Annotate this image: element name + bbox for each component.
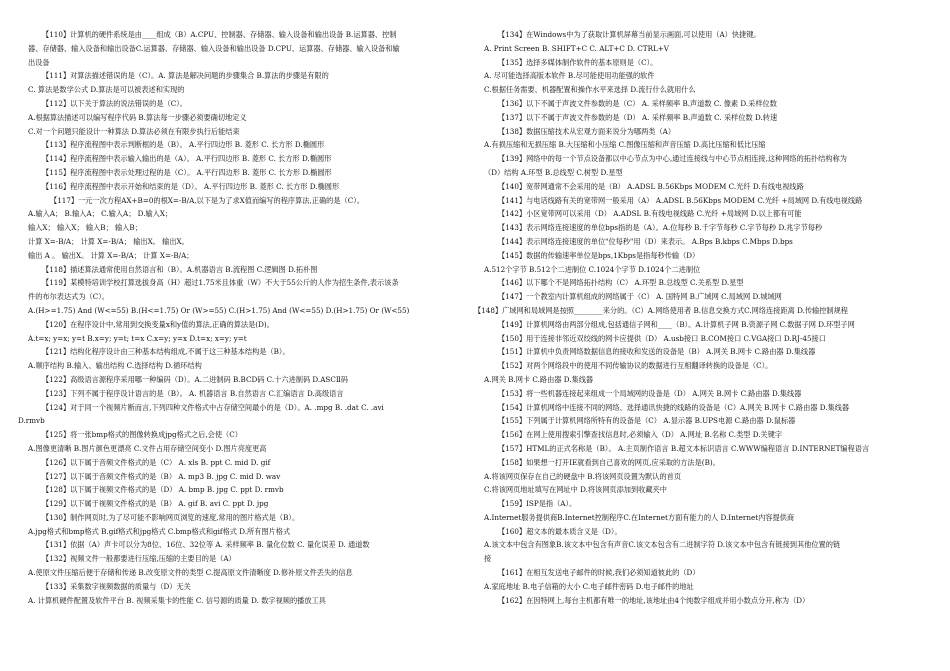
question-text-line: 【116】程序流程图中表示开始和结束的是（D）。 A.平行四边形 B. 菱形 C. 长方形 D.椭圆形 (42, 181, 340, 191)
question-text-line: 【124】对于同一个视频片断而言,下列四种文件格式中占存储空间最小的是（D）。A. .mpg B. .dat C. .avi (42, 402, 384, 412)
question-text-line: 【113】程序流程图中表示判断框的是（B）。 A.平行四边形 B. 菱形 C. 长方形 D.椭圆形 (42, 140, 325, 150)
question-text-line: 【136】以下不属于声波文件参数的是（C） A. 采样频率 B.声道数 C. 像素 D.采样位数 (498, 98, 777, 108)
question-text-line: A.t=x; y=x; y=t B.x=y; y=t; t=x C.x=y; y=x D.t=x; x=y; y=t (28, 333, 247, 343)
question-text-line: 【130】制作网页时,为了尽可能不影响网页浏览的速度,常用的图片格式是（B）。 (42, 512, 300, 522)
question-text-line: A.家庭地址 B.电子信箱的大小 C.电子邮件密码 D.电子邮件的地址 (484, 581, 694, 591)
question-text-line: 【131】依据（A）声卡可以分为8位、16位、32位等 A. 采样频率 B. 量化位数 C. 量化误差 D. 通道数 (42, 540, 370, 550)
question-text-line: 【153】将一些机器连接起来组成一个局域网的设备是（D） A.网关 B.网卡 C.路由器 D.集线器 (498, 388, 802, 398)
question-text-line: 【135】选择多媒体制作软件的基本原则是（C）。 (498, 57, 658, 67)
question-text-line: 【120】在程序设计中,常用到交换变量x和y值的算法,正确的算法是(D)。 (42, 319, 274, 329)
question-text-line: 【125】将一张bmp格式的图像转换成jpg格式之后,会使（C） (42, 430, 242, 440)
question-text-line: 【114】程序流程图中表示输入输出的是（A）。 A.平行四边形 B. 菱形 C. 长方形 D.椭圆形 (42, 154, 332, 164)
question-text-line: 【122】高级语言源程序采用哪一种编码（D）。A.二进制码 B.BCD码 C.十六进制码 D.ASCⅡ码 (42, 374, 348, 384)
question-text-line: A.使原文件压缩后便于存储和传递 B.改变原文件的类型 C.提高原文件清晰度 D.修补原文件丢失的信息 (28, 568, 353, 578)
question-text-line: 【121】结构化程序设计由三种基本结构组成,不属于这三种基本结构是（B）。 (42, 347, 290, 357)
question-text-line: 【126】以下属于音频文件格式的是（C） A. xls B. ppt C. mid D. gif (42, 457, 271, 467)
question-text-line: （D）结构 A.环型 B.总线型 C.树型 D.星型 (484, 167, 623, 177)
question-text-line: A.根据算法描述可以编写程序代码 B.算法每一步骤必须要确切地定义 (28, 112, 247, 122)
question-text-line: 【137】以下不属于声波文件参数的是（D） A. 采样频率 B.声道数 C. 采样位数 D.转速 (498, 112, 778, 122)
question-text-line: 【160】超文本的最本质含义是（D）。 (498, 526, 622, 536)
question-text-line: 【111】对算法描述错误的是（C）。A. 算法是解决问题的步骤集合 B.算法的步骤是有限的 (42, 71, 329, 81)
question-text-line: 【161】在相互发送电子邮件的时候,我们必须知道彼此的（D） (498, 568, 700, 578)
right-column (474, 28, 922, 607)
question-text-line: A.512个字节 B.512个二进制位 C.1024个字节 D.1024个二进制位 (484, 264, 701, 274)
left-column (18, 28, 473, 607)
question-text-line: 【155】下列属于计算机网络所特有的设备是（C） A.显示器 B.UPS电源 C.路由器 D.鼠标器 (498, 416, 796, 426)
question-text-line: 【115】程序流程图中表示处理过程的是（C）。 A.平行四边形 B. 菱形 C. 长方形 D.椭圆形 (42, 167, 332, 177)
question-text-line: A.jpg格式和bmp格式 B.gif格式和jpg格式 C.bmp格式和gif格式 D.所有图片格式 (28, 526, 291, 536)
question-text-line: C.根据任务需要、机器配置和操作水平来选择 D.流行什么就用什么 (484, 85, 696, 95)
question-text-line: A.Internet服务提供商B.Internet控制程序C.在Internet方面有能力的人 D.Internet内容提供商 (484, 512, 795, 522)
question-text-line: 【150】用于连接非邻近双绞线的网卡应提供（D） A.usb接口 B.COM接口 C.VGA接口 D.RJ-45接口 (498, 333, 826, 343)
question-text-line: 【117】一元一次方程AX+B=0的根X=-B/A,以下是为了求X值而编写的程序算法,正确的是（C）。 (50, 195, 364, 205)
question-text-line: C. 算法是数学公式 D.算法是可以被表述和实现的 (28, 85, 185, 95)
question-text-line: 计算 X=-B/A； 计算 X=-B/A； 输出X。 输出X。 (28, 236, 189, 246)
question-text-line: A.图像更清晰 B.图片颜色更漂亮 C.文件占用存储空间变小 D.图片亮度更高 (28, 443, 267, 453)
question-text-line: A.输入A； B.输入A； C.输入A； D.输入X； (28, 209, 173, 219)
question-text-line: 【129】以下属于视频文件格式的是（B） A. gif B. avi C. ppt D. jpg (42, 499, 269, 509)
question-text-line: 【112】以下关于算法的说法错误的是（C）。 (42, 98, 187, 108)
question-text-line: 【143】表示网络连接速度的单位bps指的是（A）。A.位每秒 B.千字节每秒 C.字节每秒 D.兆字节每秒 (498, 223, 823, 233)
question-text-line: A.将该网页保存在自己的硬盘中 B.将该网页设置为默认的首页 (484, 471, 682, 481)
question-text-line: 【142】小区宽带网可以采用（D） A.ADSL B.有线电视线路 C.光纤 +局域网 D.以上都有可能 (498, 209, 802, 219)
question-text-line: 【157】HTML的正式名称是（B）。 A.主页制作语言 B.超文本标识语言 C.WWW编程语言 D.INTERNET编程语言 (498, 443, 870, 453)
question-text-line: 接 (484, 554, 492, 564)
question-text-line: 【110】计算机的硬件系统是由____组成（B）A.CPU、控制器、存储器、输入设备和输出设备 B.运算器、控制 (42, 30, 397, 39)
question-text-line: 【149】计算机网络由两部分组成,包括通信子网和____（B）。A.计算机子网 B.资源子网 C.数据子网 D.环型子网 (498, 319, 855, 329)
question-text-line: 【127】以下属于音频文件格式的是（B） A. mp3 B. jpg C. mid D. wav (42, 471, 281, 481)
question-text-line: 【144】表示网络连接速度的单位"位每秒"用（D）来表示。 A.Bps B.kbps C.Mbps D.bps (498, 236, 793, 246)
question-text-line: A.有损压缩和无损压缩 B.大压缩和小压缩 C.图像压缩和声音压缩 D.高比压缩和低比压缩 (484, 140, 766, 150)
question-text-line: 【148】广域网和局域网是按照________来分的。（C）A.网络使用者 B.信息交换方式C.网络连接距离 D.传输控制规程 (474, 305, 848, 315)
question-text-line: 【162】在因特网上,每台主机都有唯一的地址,该地址由4个纯数字组成并用小数点分开,称为（D） (498, 595, 810, 605)
question-text-line: 【139】网络中的每一个节点设备都以中心节点为中心,通过连接线与中心节点相连接,这种网络的拓扑结构称为 (498, 154, 847, 164)
question-text-line: 【158】如果想一打开IE就看到自己喜欢的网页,应采取的方法是(B)。 (498, 457, 720, 467)
question-text-line: 件的布尔表达式为（C）。 (28, 292, 109, 302)
question-text-line: 出设备 (28, 57, 50, 67)
question-text-line: 【132】视频文件一般都要进行压缩,压缩的主要目的是（A） (42, 554, 236, 564)
question-text-line: 【152】对两个网络段中的使用不同传输协议的数据进行互相翻译转换的设备是（C）。 (498, 361, 773, 371)
question-text-line: 【138】数据压缩技术从宏观方面来说分为哪两类（A） (498, 126, 676, 136)
question-text-line: 【145】数据的传输速率单位是bps,1Kbps是指每秒传输（D） (498, 250, 700, 260)
question-text-line: A.网关 B.网卡 C.路由器 D.集线器 (484, 374, 594, 384)
question-text-line: D.rmvb (18, 416, 45, 426)
question-text-line: A.该文本中包含有图象B.该文本中包含有声音C.该文本包含有二进制字符 D.该文本中包含有链接到其他位置的链 (484, 540, 841, 550)
question-text-line: 【140】宽带网通常不会采用的是（B） A.ADSL B.56Kbps MODEM C.光纤 D.有线电视线路 (498, 181, 804, 191)
question-text-line: 输出 A 。 输出X。 计算 X=-B/A； 计算 X=-B/A； (28, 250, 194, 260)
question-text-line: C.对一个问题只能设计一种算法 D.算法必须在有限步执行后能结束 (28, 126, 240, 136)
question-text-line: 【146】以下哪个不是网络拓扑结构（C） A.环型 B.总线型 C.关系型 D.星型 (498, 278, 744, 288)
question-text-line: 【159】ISP是指（A）。 (498, 499, 577, 509)
question-text-line: C.将该网页地址填写在网址中 D.将该网页添加到收藏夹中 (484, 485, 667, 495)
question-text-line: 【128】以下属于视频文件格式的是（D） A. bmp B. jpg C. ppt D. rmvb (42, 485, 284, 495)
question-text-line: A. 计算机硬件配置及软件平台 B. 视频采集卡的性能 C. 信号源的质量 D. 数字视频的播放工具 (28, 595, 326, 605)
question-text-line: 【118】描述算法通常使用自然语言和（B）。A.机器语言 B.流程图 C.逻辑图 D.拓朴图 (42, 264, 318, 274)
question-text-line: A. 尽可能选择高版本软件 B.尽可能使用功能强的软件 (484, 71, 655, 81)
question-text-line: 【154】计算机网络中连接不同的网络、选择通讯快捷的线路的设备是（C）A.网关 B.网卡 C.路由器 D.集线器 (498, 402, 850, 412)
question-text-line: 【123】下列不属于程序设计语言的是（B）。 A. 机器语言 B.自然语言 C.汇编语言 D.高级语言 (42, 388, 344, 398)
question-text-line: 【147】一个教室内计算机组成的网络属于（C） A. 国特网 B.广域网 C.局域网 D.城域网 (498, 292, 782, 302)
question-text-line: 【134】在Windows中为了获取计算机屏幕当前显示画面,可以使用（A）快捷键。 (498, 30, 761, 39)
question-text-line: A.顺序结构 B.输入、输出结构 C.选择结构 D.循环结构 (28, 361, 202, 371)
question-text-line: 输入X； 输入X； 输入B； 输入B； (28, 223, 142, 233)
question-text-line: A.(H>=1.75) And (W<=55) B.(H<=1.75) Or (W>=55) C.(H>1.75) And (W<=55) D.(H>1.75) Or (W<55) (28, 305, 410, 315)
question-text-line: 【151】计算机中负责网络数据信息的接收和发送的设备是（B） A.网关 B.网卡 C.路由器 D.集线器 (498, 347, 816, 357)
question-text-line: 器、存储器、输入设备和输出设备C.运算器、存储器、输入设备和输出设备 D.CPU、运算器、存储器、输入设备和输 (28, 43, 400, 53)
question-text-line: 【156】在网上使用搜索引擎查找信息时,必须输入（D） A.网址 B.名称 C.类型 D.关键字 (498, 430, 783, 440)
question-text-line: 【119】某模特培训学校打算选拔身高（H）超过1.75米且体重（W）不大于55公斤的人作为招生条件,表示该条 (42, 278, 399, 288)
question-text-line: 【141】与电话线路有关的宽带网一般采用（A） A.ADSL B.56Kbps MODEM C.光纤 +局域网 D.有线电视线路 (498, 195, 863, 205)
question-text-line: 【133】采集数字视频数据的质量与（D）无关 (42, 581, 191, 591)
question-text-line: A. Print Screen B. SHIFT+C C. ALT+C D. CTRL+V (484, 43, 669, 53)
